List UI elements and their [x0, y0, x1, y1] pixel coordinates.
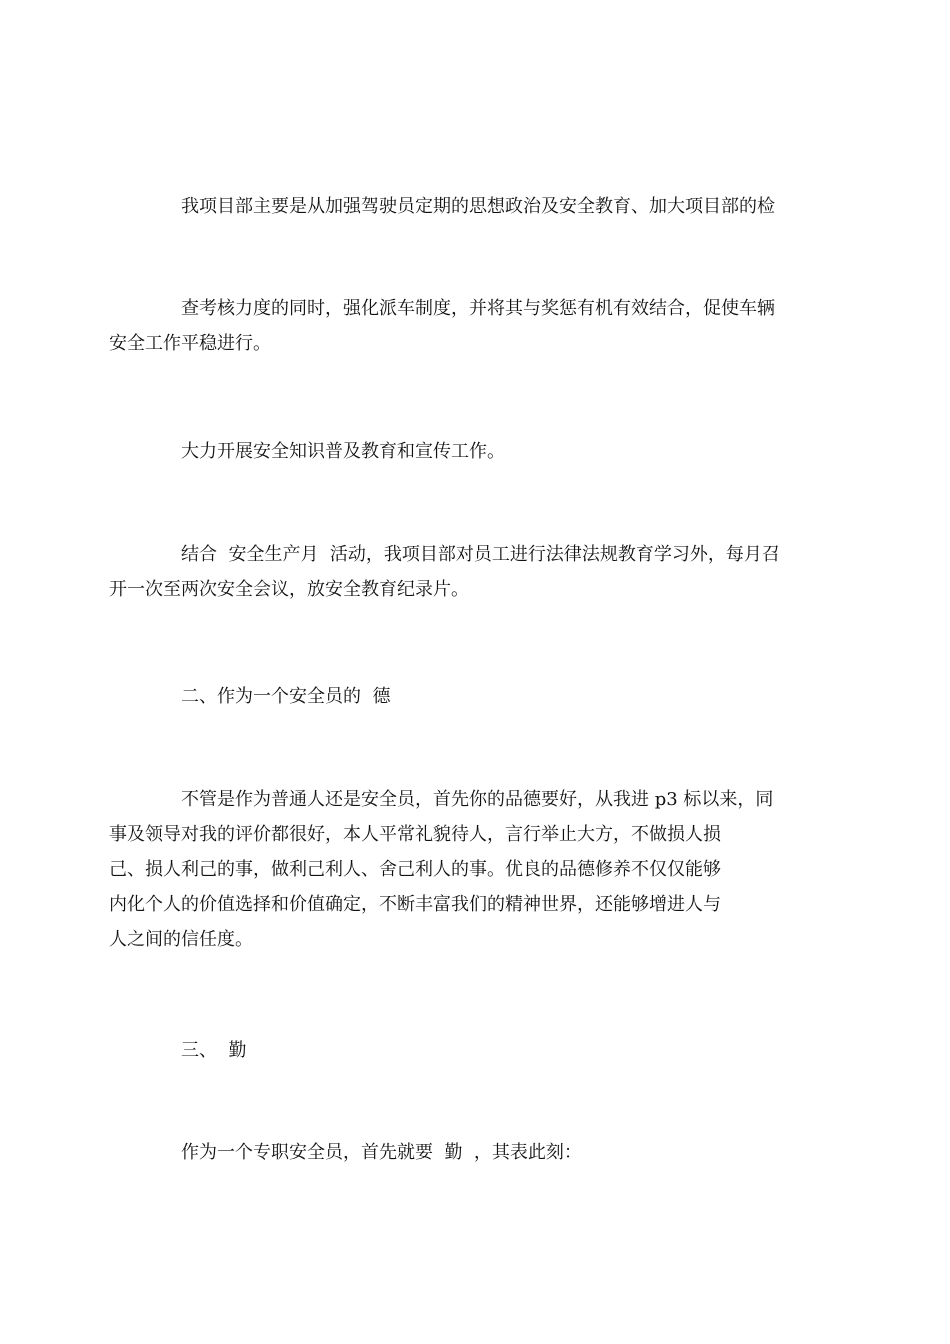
text-line: 三、 勤	[181, 1040, 247, 1061]
text-line: 我项目部主要是从加强驾驶员定期的思想政治及安全教育、加大项目部的检	[181, 196, 775, 217]
paragraph-inspection-intro	[145, 189, 810, 224]
section-heading-diligence	[145, 1033, 810, 1068]
paragraph-diligence	[145, 1135, 810, 1170]
text-line: 查考核力度的同时，强化派车制度，并将其与奖惩有机有效结合，促使车辆	[181, 298, 775, 319]
text-line: 大力开展安全知识普及教育和宣传工作。	[181, 441, 505, 462]
text-line: 内化个人的价值选择和价值确定，不断丰富我们的精神世界，还能够增进人与	[109, 894, 721, 915]
text-line: 结合 安全生产月 活动，我项目部对员工进行法律法规教育学习外，每月召	[181, 544, 780, 565]
text-line: 不管是作为普通人还是安全员，首先你的品德要好，从我进 p3 标以来，同	[181, 789, 774, 810]
paragraph-vehicle-dispatch	[109, 291, 810, 361]
text-line: 开一次至两次安全会议，放安全教育纪录片。	[109, 579, 469, 600]
paragraph-safety-education	[145, 434, 810, 469]
paragraph-virtue	[109, 782, 810, 957]
text-line: 事及领导对我的评价都很好，本人平常礼貌待人，言行举止大方，不做损人损	[109, 824, 721, 845]
text-line: 己、损人利己的事，做利己利人、舍己利人的事。优良的品德修养不仅仅能够	[109, 859, 721, 880]
text-line: 人之间的信任度。	[109, 929, 253, 950]
text-line: 作为一个专职安全员，首先就要 勤 ，其表此刻：	[181, 1142, 582, 1163]
paragraph-safety-month	[109, 537, 810, 607]
section-heading-virtue	[145, 679, 810, 714]
text-line: 二、作为一个安全员的 德	[181, 686, 391, 707]
text-line: 安全工作平稳进行。	[109, 333, 271, 354]
